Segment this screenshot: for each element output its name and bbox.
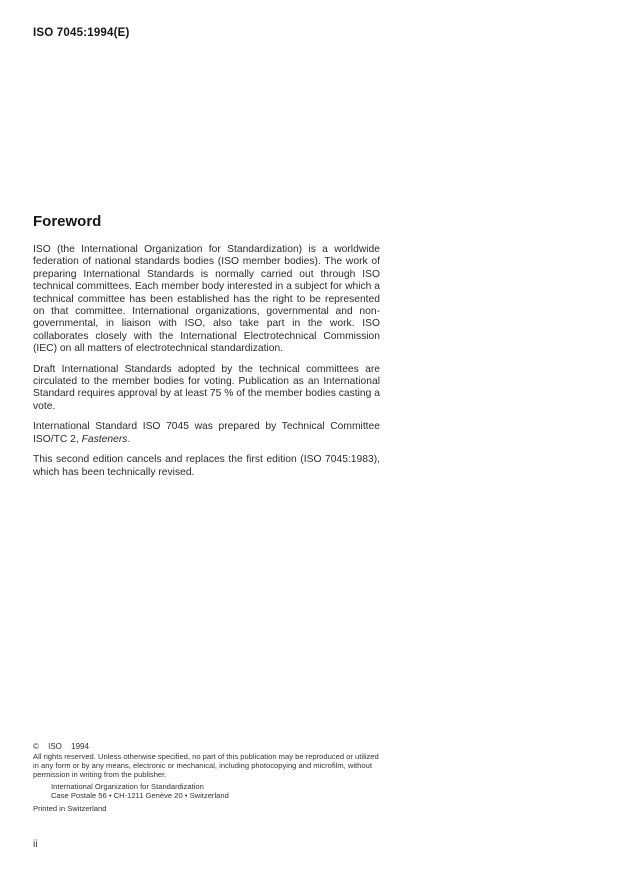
printed-in-line: Printed in Switzerland — [33, 803, 107, 813]
foreword-heading: Foreword — [33, 213, 102, 230]
copyright-footer — [33, 742, 385, 814]
page-number: ii — [33, 838, 38, 850]
paragraph-technical-committee-text: International Standard ISO 7045 was prepared by Technical Committee ISO/TC 2, — [33, 421, 380, 445]
publisher-street-address: Case Postale 56 • CH-1211 Genève 20 • Switzerland — [51, 791, 229, 801]
document-reference-header: ISO 7045:1994(E) — [33, 27, 130, 39]
paragraph-technical-committee — [33, 421, 380, 446]
paragraph-iso-intro: ISO (the International Organization for Standardization) is a worldwide federation of national standards bodies (ISO member bodies). The work of preparing International Standards is normally carried out through ISO technical committees. Each member body interested in a subject for which a technical committee has been established has the right to be represented on that committee. International organizations, governmental and non-governmental, in liaison with ISO, also take part in the work. ISO collaborates closely with the International Electrotechnical Commission (IEC) on all matters of electrotechnical standardization. — [33, 244, 380, 355]
paragraph-technical-committee-end: . — [127, 433, 131, 445]
paragraph-second-edition: This second edition cancels and replaces the first edition (ISO 7045:1983), which has been technically revised. — [33, 454, 380, 478]
publisher-address — [33, 783, 385, 801]
publisher-name: International Organization for Standardization — [51, 782, 204, 792]
foreword-body — [33, 244, 380, 479]
committee-name-italic: Fasteners — [81, 433, 128, 445]
copyright-notice: © ISO 1994 — [33, 742, 89, 751]
rights-reserved-text: All rights reserved. Unless otherwise specified, no part of this publication may be reproduced or utilized in any form or by any means, electronic or mechanical, including photocopying and microfilm, without permission in writing from the publisher. — [33, 752, 379, 779]
paragraph-draft-standards: Draft International Standards adopted by the technical committees are circulated to the member bodies for voting. Publication as an International Standard requires approval by at least 75 % of the member bodies casting a vote. — [33, 363, 380, 412]
